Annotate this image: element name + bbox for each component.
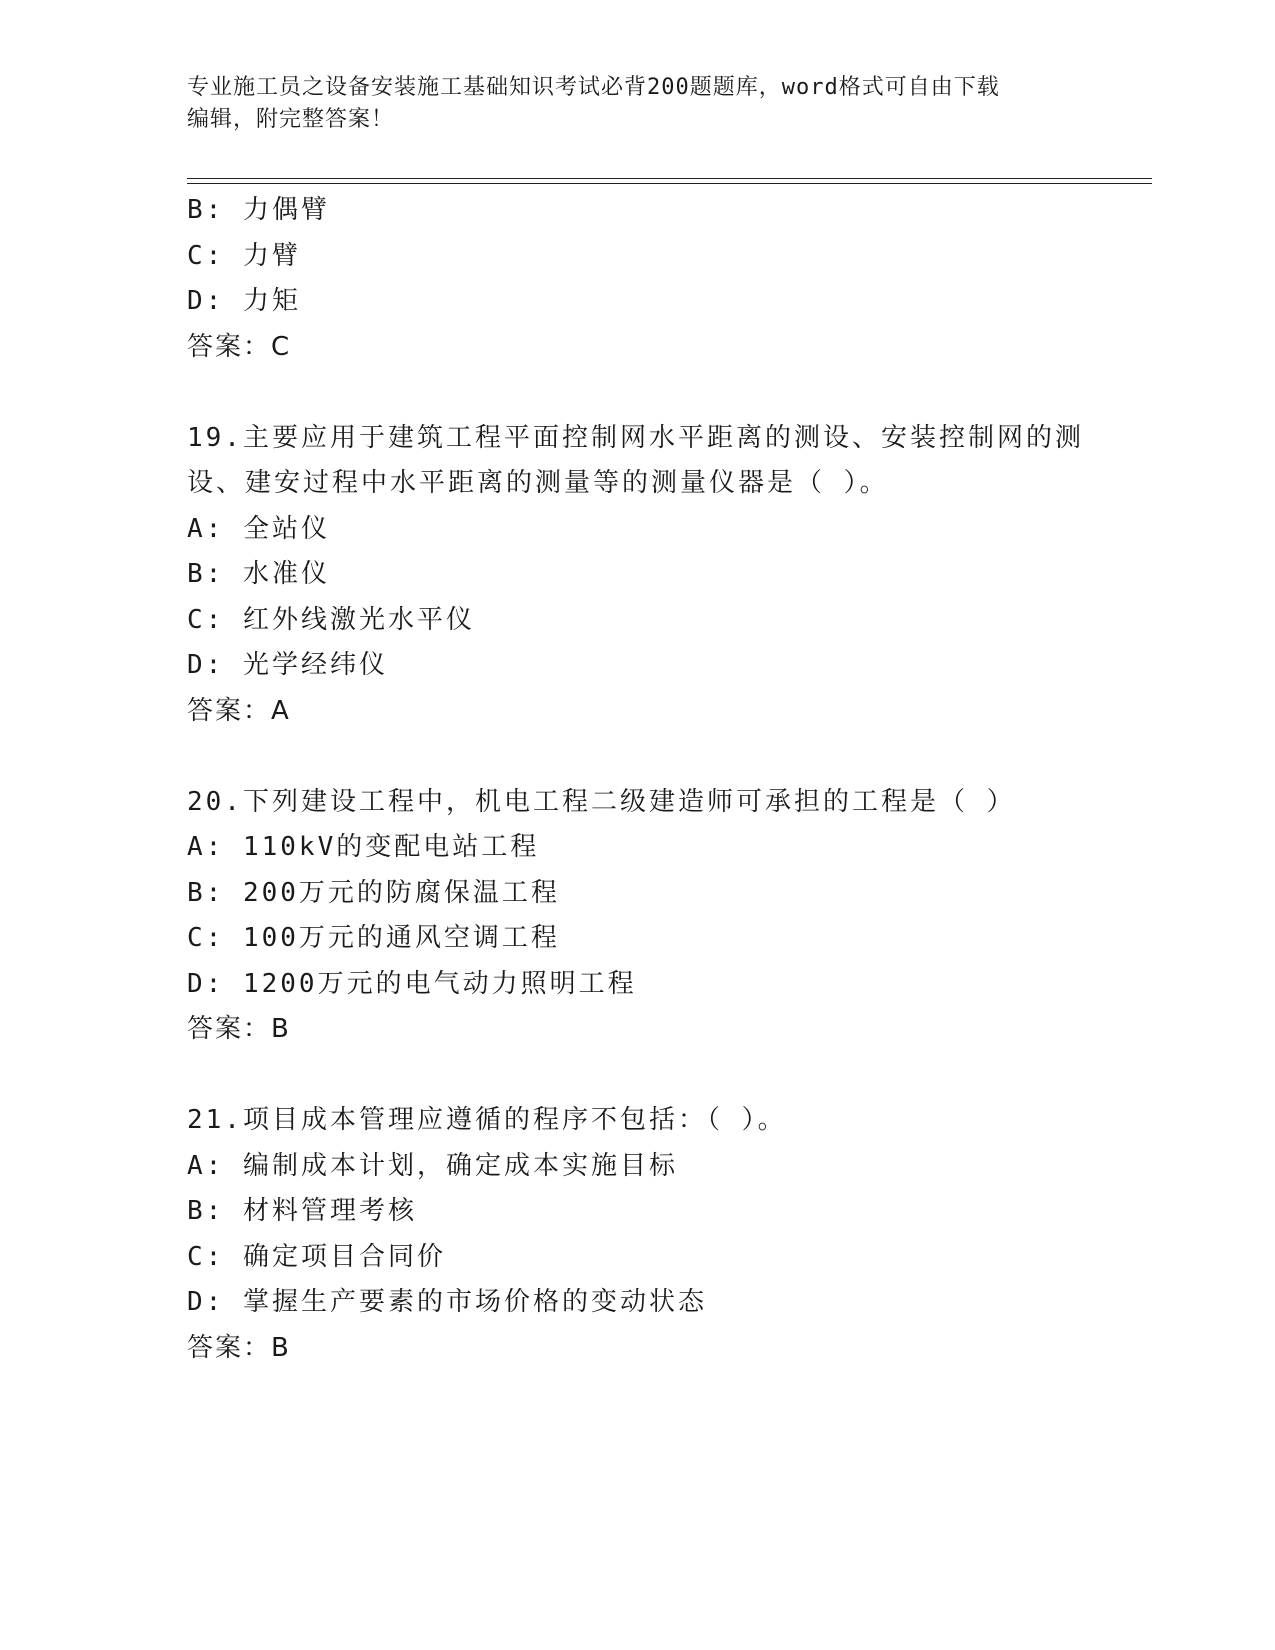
header-title-line-1: 专业施工员之设备安装施工基础知识考试必背200题题库，word格式可自由下载 [187, 75, 1000, 100]
question-20-stem-line-1: 20.下列建设工程中，机电工程二级建造师可承担的工程是（ ） [187, 786, 1016, 817]
spacer [187, 1053, 1087, 1099]
question-18-option-c: C: 力臂 [187, 240, 301, 271]
question-19-option-d: D: 光学经纬仪 [187, 650, 388, 680]
document-header [187, 72, 1087, 136]
question-19-answer: 答案：A [187, 695, 291, 726]
question-19 [187, 416, 1087, 735]
header-title-line-2: 编辑，附完整答案！ [187, 107, 395, 132]
question-21 [187, 1098, 1087, 1371]
question-21-option-b: B: 材料管理考核 [187, 1196, 417, 1226]
question-21-answer: 答案：B [187, 1332, 291, 1363]
question-21-option-d: D: 掌握生产要素的市场价格的变动状态 [187, 1287, 707, 1317]
question-19-stem-line-1: 19.主要应用于建筑工程平面控制网水平距离的测设、安装控制网的测 [187, 422, 1084, 453]
question-19-option-c: C: 红外线激光水平仪 [187, 604, 475, 635]
question-20-option-c: C: 100万元的通风空调工程 [187, 923, 560, 953]
spacer [187, 734, 1087, 780]
question-20-option-a: A: 110kV的变配电站工程 [187, 832, 540, 862]
question-20-answer: 答案：B [187, 1014, 291, 1044]
question-20-option-d: D: 1200万元的电气动力照明工程 [187, 968, 637, 999]
question-19-option-a: A: 全站仪 [187, 513, 330, 544]
spacer [187, 370, 1087, 416]
question-21-option-a: A: 编制成本计划，确定成本实施目标 [187, 1150, 678, 1181]
header-divider-bottom [187, 183, 1152, 184]
question-21-option-c: C: 确定项目合同价 [187, 1241, 446, 1272]
question-18-option-d: D: 力矩 [187, 286, 301, 316]
question-18-answer: 答案：C [187, 331, 292, 362]
question-20 [187, 780, 1087, 1053]
header-divider-top [187, 178, 1152, 179]
question-21-stem-line-1: 21.项目成本管理应遵循的程序不包括：（ ）。 [187, 1105, 787, 1135]
question-list [187, 188, 1087, 1371]
question-18 [187, 188, 1087, 370]
question-20-option-b: B: 200万元的防腐保温工程 [187, 877, 560, 908]
question-19-stem-line-2: 设、建安过程中水平距离的测量等的测量仪器是（ ）。 [187, 468, 889, 498]
question-18-option-b: B: 力偶臂 [187, 195, 330, 225]
question-19-option-b: B: 水准仪 [187, 559, 330, 589]
